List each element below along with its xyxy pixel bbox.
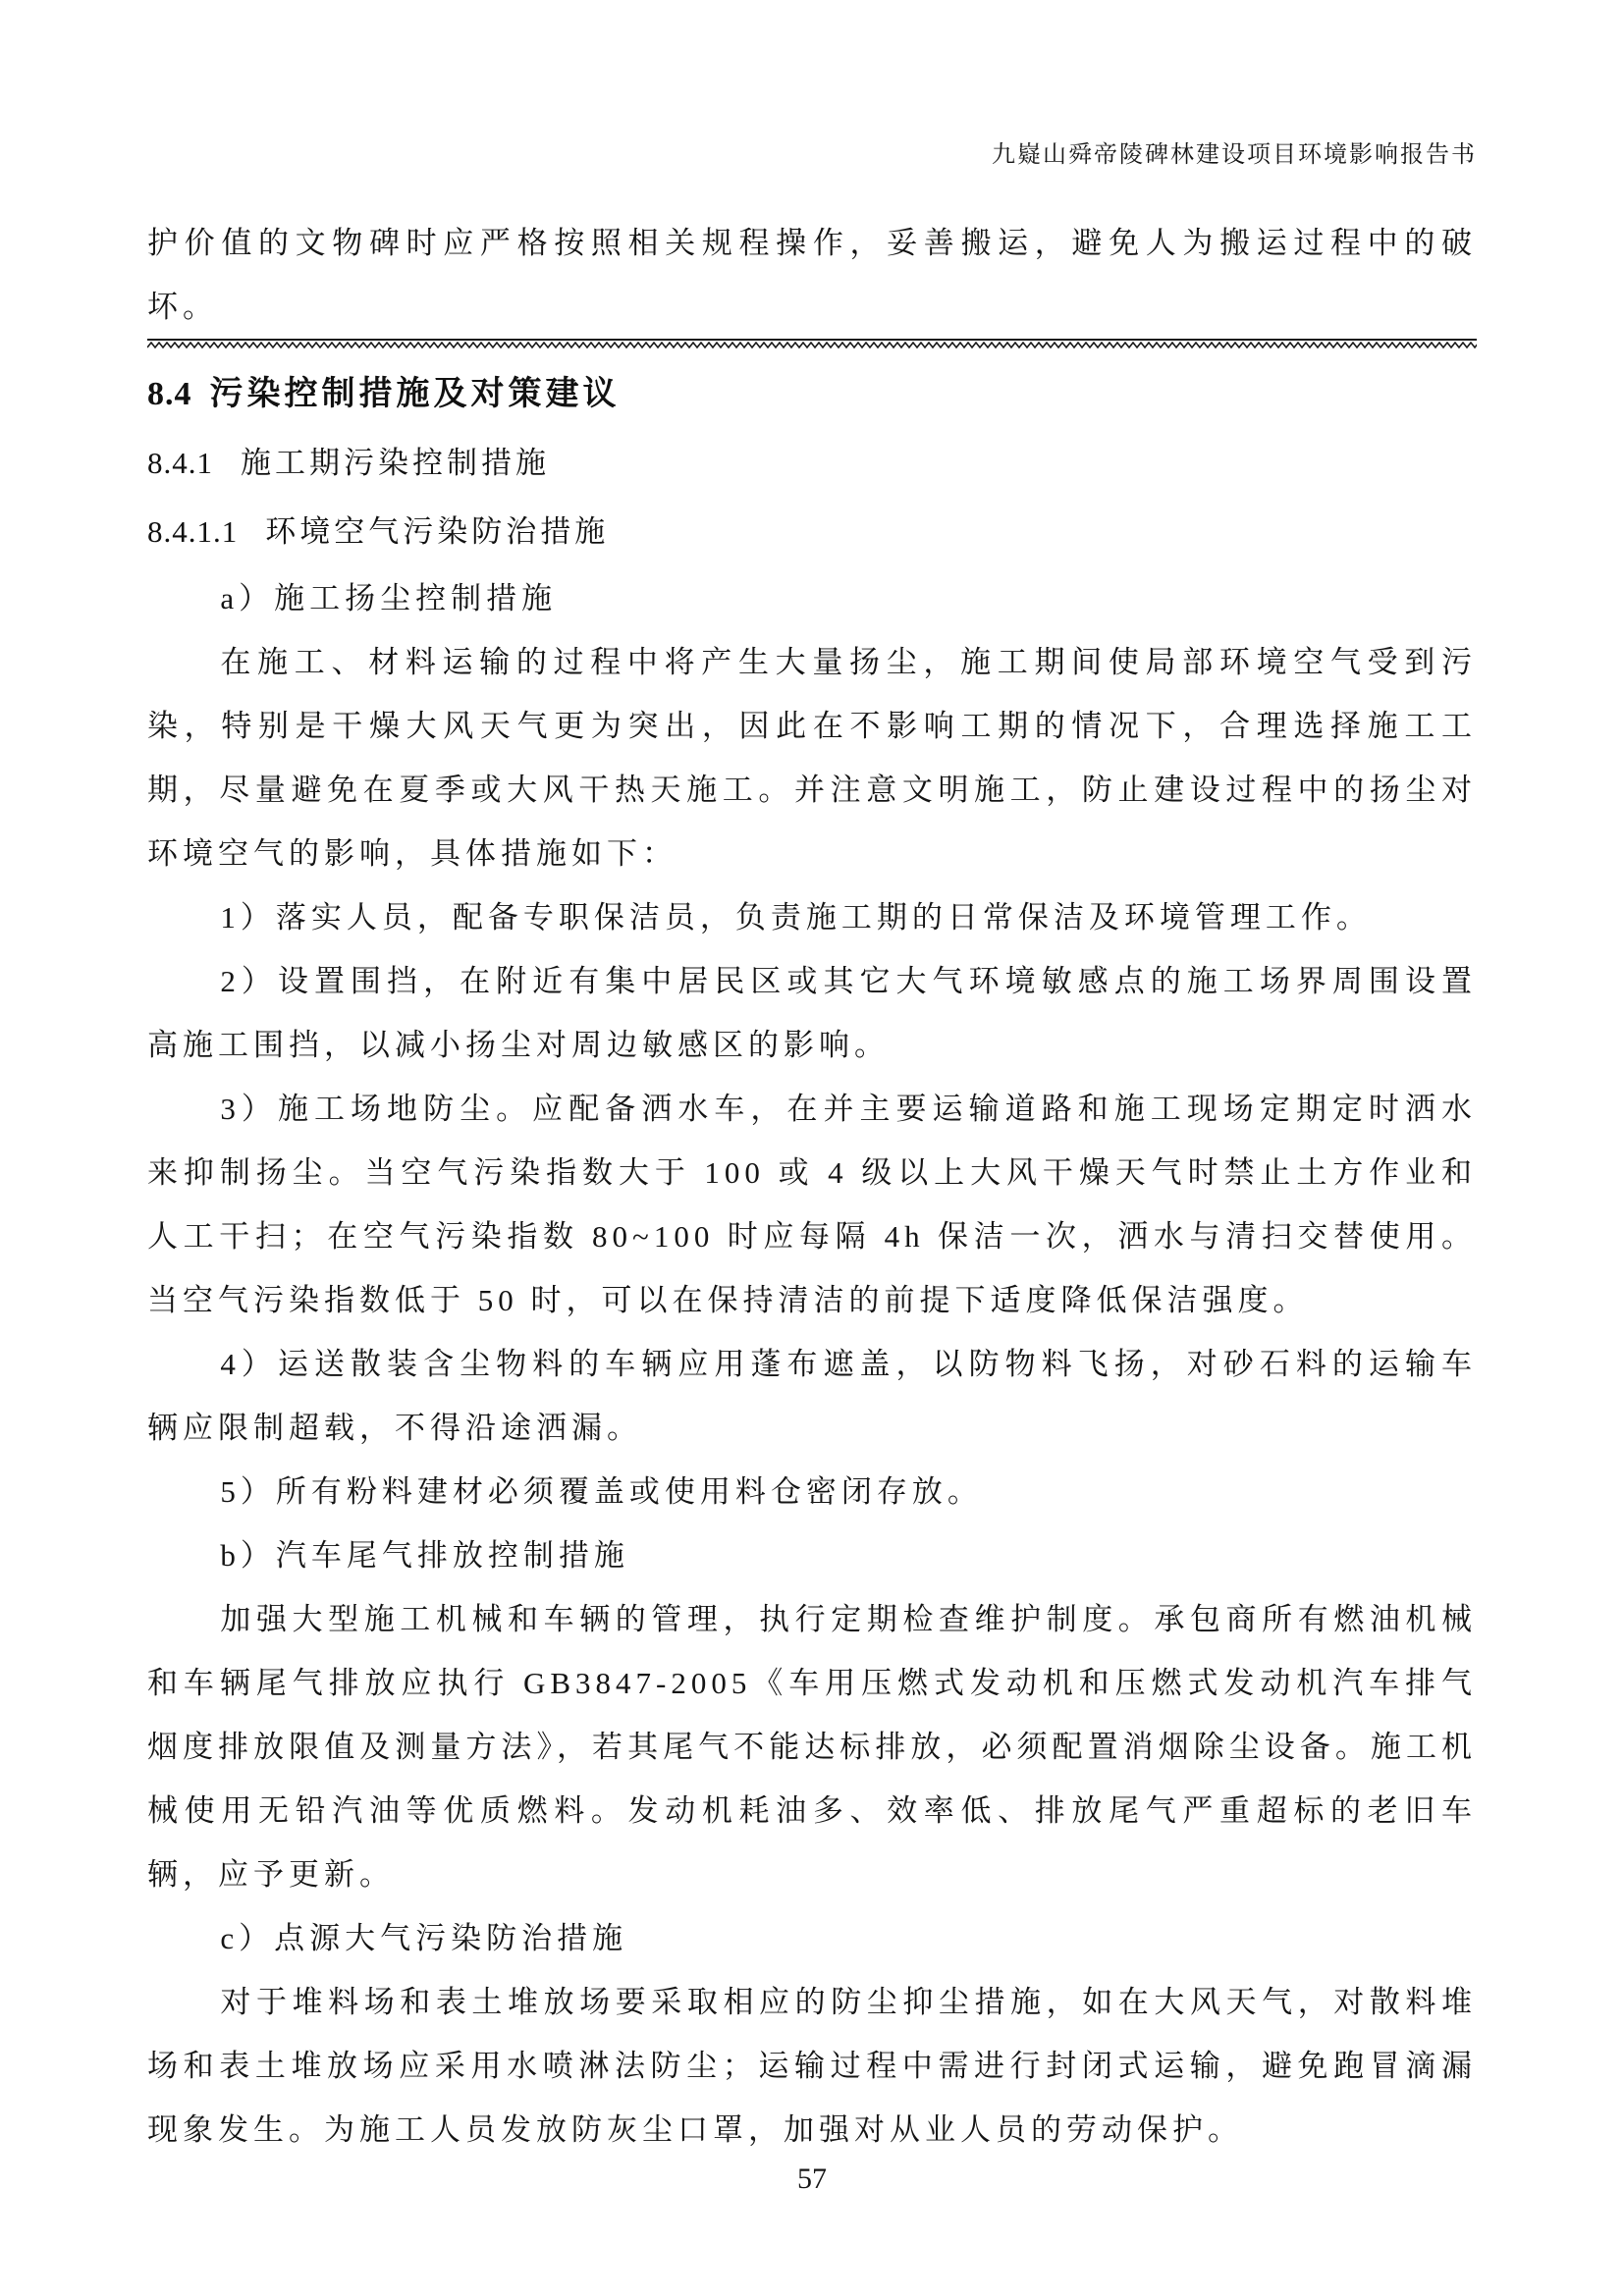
body-paragraph: 加强大型施工机械和车辆的管理，执行定期检查维护制度。承包商所有燃油机械和车辆尾气排放应执行 GB3847-2005《车用压燃式发动机和压燃式发动机汽车排气烟度排放限值及测量方法》，若其尾气不能达标排放，必须配置消烟除尘设备。施工机械使用无铅汽油等优质燃料。发动机耗油多、效率低、排放尾气严重超标的老旧车辆，应予更新。: [147, 1602, 1477, 1892]
body-paragraph: a）施工扬尘控制措施: [220, 581, 558, 615]
heading-text: 污染控制措施及对策建议: [209, 375, 621, 412]
body-paragraph: 在施工、材料运输的过程中将产生大量扬尘，施工期间使局部环境空气受到污染，特别是干燥大风天气更为突出，因此在不影响工期的情况下，合理选择施工工期，尽量避免在夏季或大风干热天施工。并注意文明施工，防止建设过程中的扬尘对环境空气的影响，具体措施如下：: [147, 645, 1477, 871]
body-paragraph: 3）施工场地防尘。应配备洒水车，在并主要运输道路和施工现场定期定时洒水来抑制扬尘。当空气污染指数大于 100 或 4 级以上大风干燥天气时禁止土方作业和人工干扫；在空气污染指数 80~100 时应每隔 4h 保洁一次，洒水与清扫交替使用。当空气污染指数低于 50 时，可以在保持清洁的前提下适度降低保洁强度。: [147, 1092, 1477, 1317]
section-heading: [147, 359, 1477, 429]
heading-text: 施工期污染控制措施: [241, 446, 550, 480]
body-paragraph: 1）落实人员，配备专职保洁员，负责施工期的日常保洁及环境管理工作。: [220, 900, 1372, 934]
heading-number: 8.4.1.1: [147, 514, 239, 549]
body-paragraph: b）汽车尾气排放控制措施: [220, 1538, 629, 1573]
body-paragraph: 4）运送散装含尘物料的车辆应用蓬布遮盖，以防物料飞扬，对砂石料的运输车辆应限制超载，不得沿途洒漏。: [147, 1347, 1477, 1445]
continuation-paragraph: 护价值的文物碑时应严格按照相关规程操作，妥善搬运，避免人为搬运过程中的破坏。: [147, 211, 1477, 341]
body-paragraph: 2）设置围挡，在附近有集中居民区或其它大气环境敏感点的施工场界周围设置高施工围挡，以减小扬尘对周边敏感区的影响。: [147, 964, 1477, 1062]
heading-text: 环境空气污染防治措施: [265, 514, 610, 549]
heading-number: 8.4.1: [147, 446, 213, 480]
subsubsection-heading: [147, 498, 1477, 566]
body-paragraph: c）点源大气污染防治措施: [220, 1921, 628, 1955]
wavy-underline: [147, 342, 1477, 349]
page-header-title: 九嶷山舜帝陵碑林建设项目环境影响报告书: [992, 142, 1477, 168]
document-body: [147, 211, 1477, 2162]
body-paragraph: 5）所有粉料建材必须覆盖或使用料仓密闭存放。: [220, 1474, 983, 1509]
body-paragraph: 对于堆料场和表土堆放场要采取相应的防尘抑尘措施，如在大风天气，对散料堆场和表土堆放场应采用水喷淋法防尘；运输过程中需进行封闭式运输，避免跑冒滴漏现象发生。为施工人员发放防灰尘口罩，加强对从业人员的劳动保护。: [147, 1985, 1477, 2147]
heading-number: 8.4: [147, 376, 192, 412]
subsection-heading: [147, 429, 1477, 498]
page-number: 57: [797, 2163, 827, 2195]
